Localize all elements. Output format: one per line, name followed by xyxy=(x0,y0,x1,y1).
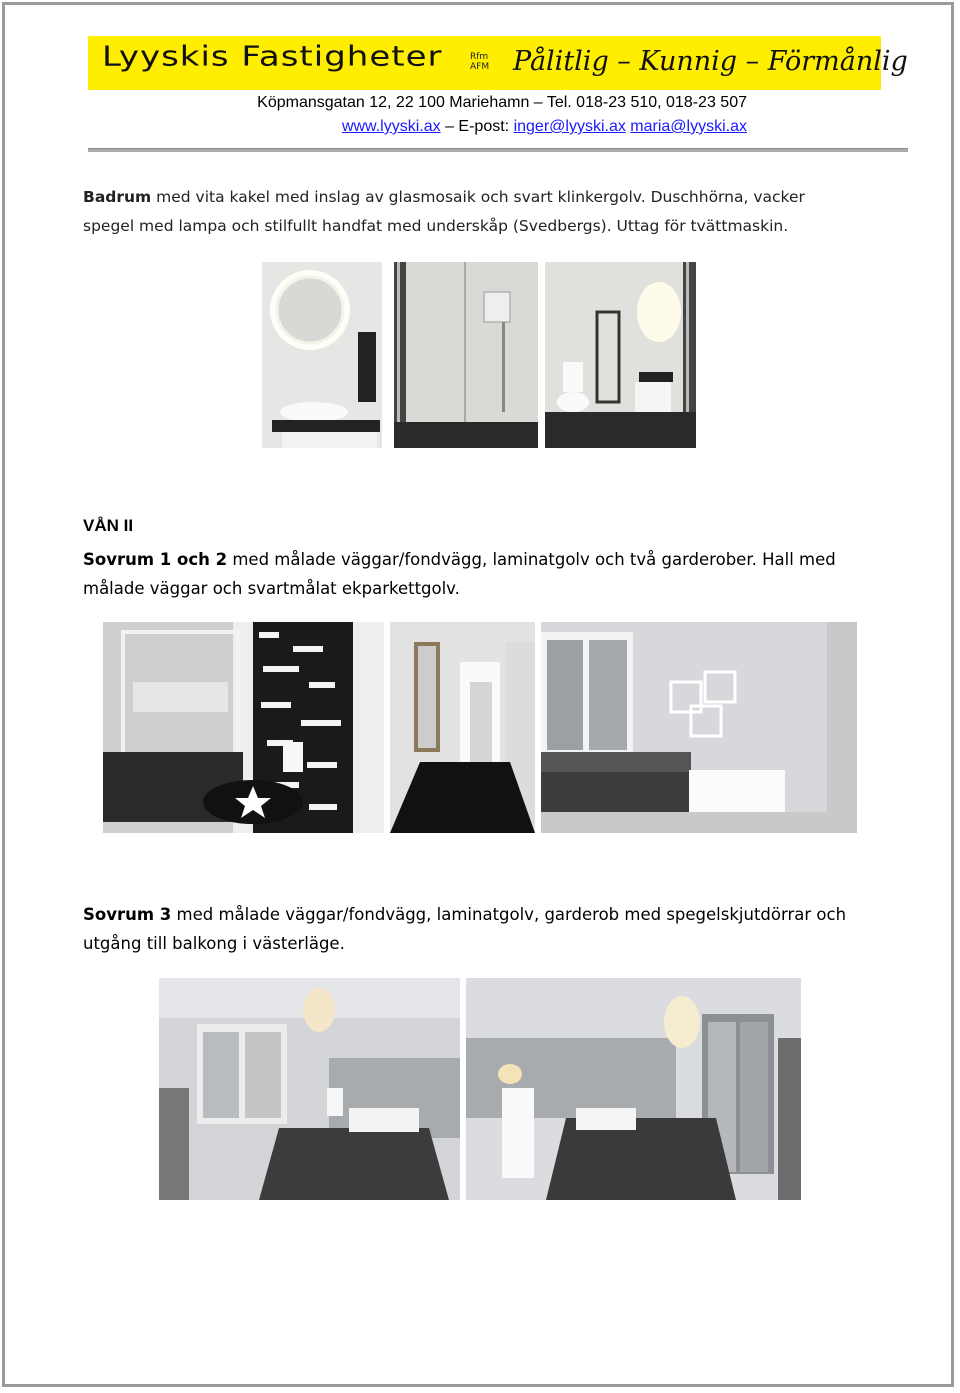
contact-line xyxy=(88,118,881,136)
address-line: Köpmansgatan 12, 22 100 Mariehamn – Tel. 018-23 510, 018-23 507 xyxy=(257,94,747,111)
bathroom-text-2: spegel med lampa och stilfullt handfat med underskåp (Svedbergs). Uttag för tvättmaskin. xyxy=(83,217,789,235)
bedrooms-heading: Sovrum 1 och 2 xyxy=(83,550,228,569)
email-link-inger[interactable]: inger@lyyski.ax xyxy=(513,118,626,135)
rfm-label: Rfm xyxy=(470,52,489,62)
bedroom2-photo xyxy=(541,622,857,833)
bathroom-sink-photo xyxy=(262,262,382,448)
bedroom3-text-1: med målade väggar/fondvägg, laminatgolv, garderob med spegelskjutdörrar och xyxy=(171,905,847,924)
floor2-heading: VÅN II xyxy=(83,516,134,535)
brand-logo: Lyyskis Fastigheter xyxy=(102,40,443,73)
header-divider xyxy=(88,148,908,152)
email-prefix: – E-post: xyxy=(445,118,510,135)
afm-label: AFM xyxy=(470,62,490,72)
bathroom-shower-photo xyxy=(394,262,538,448)
header-banner xyxy=(88,36,908,90)
website-link[interactable]: www.lyyski.ax xyxy=(341,118,441,135)
bedroom3-paragraph xyxy=(83,900,873,958)
floor2-paragraph xyxy=(83,545,873,603)
bathroom-paragraph xyxy=(83,183,873,241)
hallway-photo xyxy=(390,622,535,833)
floor2-text-2: målade väggar och svartmålat ekparkettgolv. xyxy=(83,579,460,598)
rfm-afm-mark xyxy=(470,52,489,72)
floor2-text-1: med målade väggar/fondvägg, laminatgolv och två garderober. Hall med xyxy=(227,550,836,569)
bedroom3-photo-1 xyxy=(159,978,460,1200)
bathroom-heading: Badrum xyxy=(83,188,152,206)
bathroom-text-1: med vita kakel med inslag av glasmosaik och svart klinkergolv. Duschhörna, vacker xyxy=(151,188,805,206)
bathroom-toilet-photo xyxy=(545,262,696,448)
bedroom3-text-2: utgång till balkong i västerläge. xyxy=(83,934,345,953)
bedroom3-photo-2 xyxy=(466,978,801,1200)
bedroom3-heading: Sovrum 3 xyxy=(83,905,172,924)
bedroom1-bunkbed-photo xyxy=(103,622,384,833)
email-link-maria[interactable]: maria@lyyski.ax xyxy=(630,118,747,135)
tagline: Pålitlig – Kunnig – Förmånlig xyxy=(513,46,908,77)
